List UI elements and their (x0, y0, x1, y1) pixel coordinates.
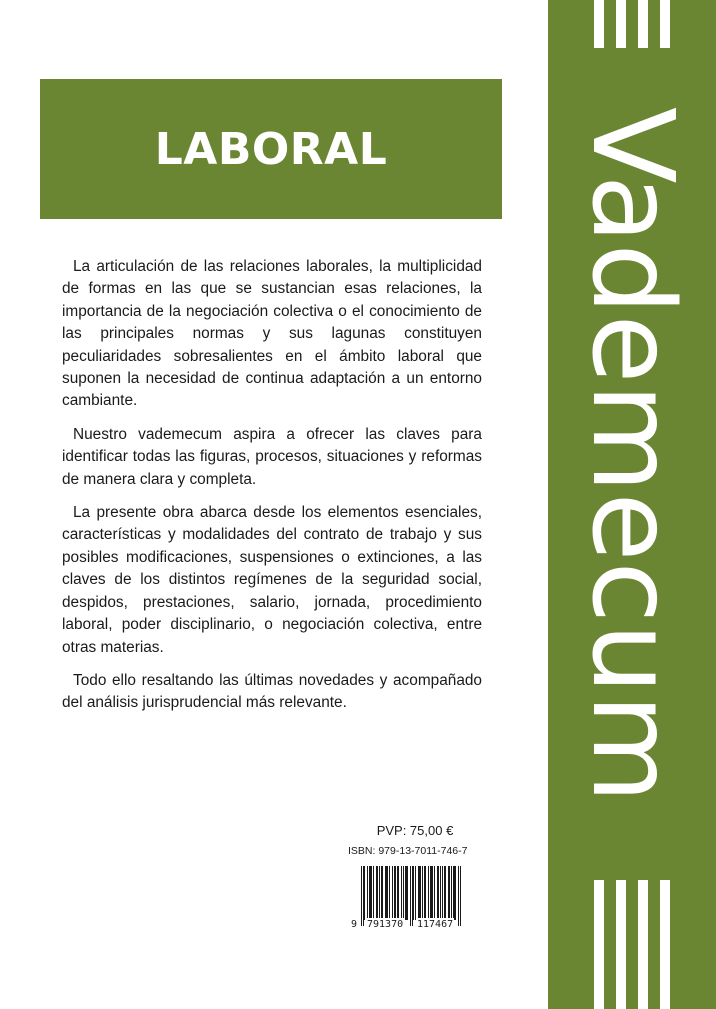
barcode-bar (413, 866, 414, 920)
barcode-bar (428, 866, 429, 920)
barcode (352, 866, 470, 932)
barcode-bar (431, 866, 432, 920)
barcode-left-digits: 791370 (367, 919, 404, 930)
barcode-bar (440, 866, 441, 920)
isbn-label: ISBN: 979-13-7011-746-7 (348, 845, 468, 857)
stripe (660, 880, 670, 1009)
barcode-bar (419, 866, 420, 920)
stripe (616, 880, 626, 1009)
barcode-bar (406, 866, 407, 920)
barcode-bar (425, 866, 426, 920)
barcode-bar (389, 866, 390, 920)
barcode-bar (445, 866, 446, 920)
barcode-bar (361, 866, 362, 926)
barcode-bar (418, 866, 419, 920)
barcode-bar (412, 866, 413, 926)
barcode-bar (424, 866, 425, 920)
barcode-digits (352, 918, 470, 932)
barcode-bar (369, 866, 370, 920)
paragraph-4: Todo ello resaltando las últimas novedades y acompañado del análisis jurisprudencial más relevante. (62, 671, 482, 712)
barcode-bar (453, 866, 454, 920)
book-title: LABORAL (154, 123, 388, 175)
barcode-bar (454, 866, 455, 920)
bottom-stripes (594, 880, 670, 1009)
barcode-bar (381, 866, 382, 920)
barcode-bar (395, 866, 396, 920)
barcode-bar (449, 866, 450, 920)
barcode-bar (385, 866, 386, 920)
barcode-bar (364, 866, 365, 920)
barcode-lead-digit: 9 (351, 919, 358, 930)
back-cover-text (62, 256, 482, 726)
barcode-bar (387, 866, 388, 920)
barcode-bar (455, 866, 456, 920)
stripe (660, 0, 670, 48)
barcode-bar (398, 866, 399, 920)
barcode-bar (386, 866, 387, 920)
stripe (638, 880, 648, 1009)
barcode-bar (377, 866, 378, 920)
barcode-bar (434, 866, 435, 920)
barcode-bar (442, 866, 443, 920)
spine-band (548, 0, 716, 1009)
barcode-bar (410, 866, 411, 926)
barcode-bar (432, 866, 433, 920)
barcode-bar (392, 866, 393, 920)
price-block (345, 822, 485, 858)
barcode-bar (397, 866, 398, 920)
barcode-bar (415, 866, 416, 920)
barcode-bar (373, 866, 374, 920)
barcode-bar (430, 866, 431, 920)
barcode-bar (379, 866, 380, 920)
spine-title: Vademecum (567, 106, 697, 804)
barcode-bar (363, 866, 364, 926)
barcode-bar (401, 866, 402, 920)
barcode-bar (405, 866, 406, 920)
barcode-bar (438, 866, 439, 920)
barcode-bar (444, 866, 445, 920)
barcode-bar (367, 866, 368, 920)
barcode-bar (407, 866, 408, 920)
barcode-right-digits: 117467 (417, 919, 454, 930)
barcode-bar (394, 866, 395, 920)
paragraph-1: La articulación de las relaciones laborales, la multiplicidad de formas en las que se sustancian esas relaciones, la importancia de la negociación colectiva o el conocimiento de las principales normas y sus lagunas constituyen peculiaridades sobresalientes en el ámbito laboral que suponen la necesidad de continua adaptación a un entorno cambiante. (62, 258, 482, 410)
stripe (638, 0, 648, 48)
barcode-bar (376, 866, 377, 920)
stripe (616, 0, 626, 48)
barcode-bar (420, 866, 421, 920)
barcode-bar (448, 866, 449, 920)
paragraph-2: Nuestro vademecum aspira a ofrecer las claves para identificar todas las figuras, procesos, situaciones y reformas de manera clara y completa. (62, 425, 482, 488)
barcode-bar (382, 866, 383, 920)
barcode-bar (370, 866, 371, 920)
top-stripes (594, 0, 670, 48)
paragraph-3: La presente obra abarca desde los elementos esenciales, características y modalidades del contrato de trabajo y sus posibles modificaciones, suspensiones o extinciones, a las claves de los distintos regímenes de la seguridad social, despidos, prestaciones, salario, jornada, procedimiento laboral, poder disciplinario, o negociación colectiva, entre otras materias. (62, 504, 482, 656)
price-label: PVP: 75,00 € (376, 823, 454, 838)
barcode-bar (458, 866, 459, 926)
stripe (594, 880, 604, 1009)
barcode-bar (403, 866, 404, 920)
barcode-bar (437, 866, 438, 920)
barcode-bar (451, 866, 452, 920)
barcode-bar (371, 866, 372, 920)
barcode-bar (460, 866, 461, 926)
title-band (40, 79, 502, 219)
stripe (594, 0, 604, 48)
barcode-bar (422, 866, 423, 920)
